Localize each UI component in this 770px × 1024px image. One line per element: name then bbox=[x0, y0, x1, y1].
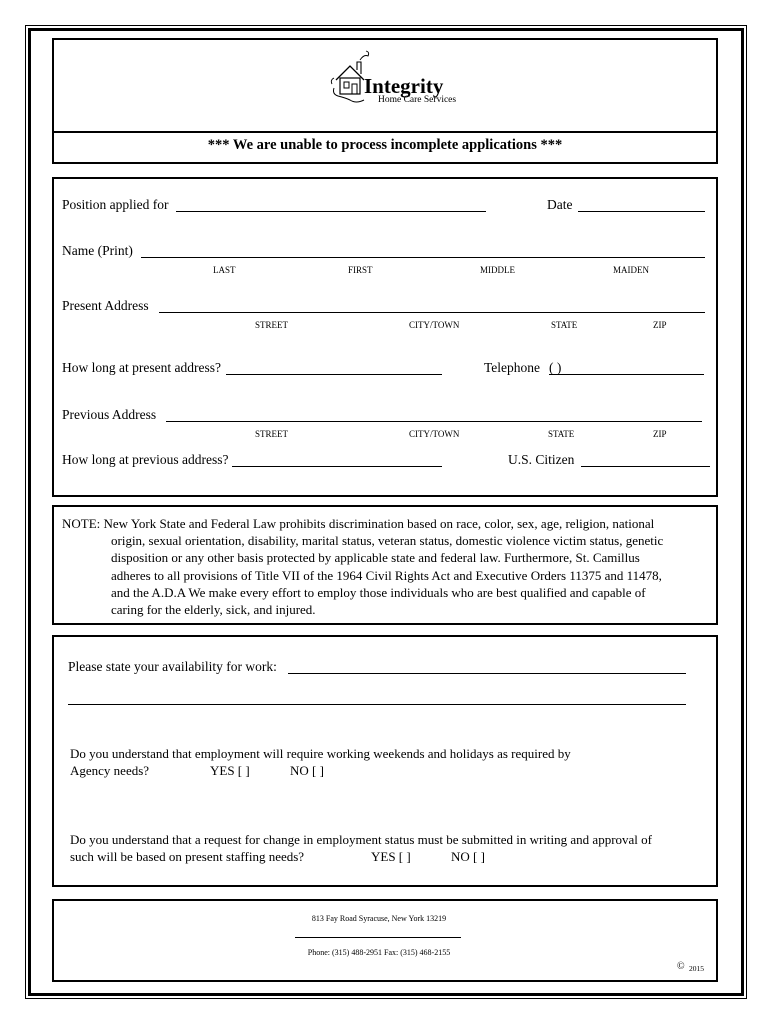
name-part-last: LAST bbox=[213, 265, 236, 275]
how-long-previous-label: How long at previous address? bbox=[62, 452, 229, 467]
how-long-present-label: How long at present address? bbox=[62, 360, 221, 375]
telephone-field[interactable] bbox=[549, 374, 704, 375]
present-zip: ZIP bbox=[653, 320, 667, 330]
how-long-previous-field[interactable] bbox=[232, 466, 442, 467]
previous-street: STREET bbox=[255, 429, 288, 439]
previous-address-field[interactable] bbox=[166, 421, 702, 422]
status-yes-checkbox[interactable]: YES [ ] bbox=[371, 849, 411, 864]
name-field[interactable] bbox=[141, 257, 705, 258]
present-state: STATE bbox=[551, 320, 578, 330]
logo-name: Integrity bbox=[364, 74, 444, 98]
weekends-yes-checkbox[interactable]: YES [ ] bbox=[210, 763, 250, 778]
footer-divider bbox=[295, 937, 461, 938]
incomplete-warning: *** We are unable to process incomplete applications *** bbox=[207, 137, 563, 153]
name-part-middle: MIDDLE bbox=[480, 265, 515, 275]
name-part-maiden: MAIDEN bbox=[613, 265, 649, 275]
availability-field-2[interactable] bbox=[68, 704, 686, 705]
nondiscrimination-note bbox=[62, 515, 702, 618]
position-label: Position applied for bbox=[62, 197, 169, 212]
present-street: STREET bbox=[255, 320, 288, 330]
footer-phone: Phone: (315) 488-2951 Fax: (315) 468-2155 bbox=[307, 948, 451, 957]
note-line-4: adheres to all provisions of Title VII of the 1964 Civil Rights Act and Executive Orders 11375 and 11478, bbox=[111, 567, 662, 583]
name-part-first: FIRST bbox=[348, 265, 373, 275]
previous-city: CITY/TOWN bbox=[409, 429, 460, 439]
date-field[interactable] bbox=[578, 211, 705, 212]
present-address-label: Present Address bbox=[62, 298, 149, 313]
status-no-checkbox[interactable]: NO [ ] bbox=[451, 849, 485, 864]
note-line-3: disposition or any other basis protected by applicable state and federal law. Furthermore, St. Camillus bbox=[111, 550, 640, 566]
note-line-1: NOTE: New York State and Federal Law prohibits discrimination based on race, color, sex, age, religion, national bbox=[62, 516, 655, 531]
telephone-label: Telephone bbox=[484, 360, 541, 375]
previous-address-label: Previous Address bbox=[62, 407, 157, 422]
footer-box bbox=[52, 899, 718, 982]
note-line-2: origin, sexual orientation, disability, marital status, veteran status, domestic violence victim status, genetic bbox=[111, 533, 664, 549]
how-long-present-field[interactable] bbox=[226, 374, 442, 375]
citizen-field[interactable] bbox=[581, 466, 710, 467]
weekends-question-cont: Agency needs? bbox=[70, 763, 150, 778]
telephone-area-code[interactable]: ( ) bbox=[549, 360, 562, 375]
status-change-question: Do you understand that a request for change in employment status must be submitted in writing and approval of bbox=[70, 832, 652, 847]
status-change-question-cont: such will be based on present staffing needs? bbox=[70, 849, 305, 864]
previous-zip: ZIP bbox=[653, 429, 667, 439]
present-city: CITY/TOWN bbox=[409, 320, 460, 330]
copyright-icon: © bbox=[677, 961, 685, 972]
applicant-info-box bbox=[52, 177, 718, 497]
header-divider bbox=[52, 131, 716, 133]
availability-field-1[interactable] bbox=[288, 673, 686, 674]
citizen-label: U.S. Citizen bbox=[508, 452, 575, 467]
note-line-6: caring for the elderly, sick, and injured. bbox=[111, 602, 316, 618]
copyright-year: 2015 bbox=[689, 964, 704, 973]
previous-state: STATE bbox=[548, 429, 575, 439]
availability-label: Please state your availability for work: bbox=[68, 659, 277, 674]
note-line-5: and the A.D.A We make every effort to employ those individuals who are best qualified and capable of bbox=[111, 584, 646, 600]
present-address-field[interactable] bbox=[159, 312, 705, 313]
weekends-question: Do you understand that employment will require working weekends and holidays as required by bbox=[70, 746, 571, 761]
name-label: Name (Print) bbox=[62, 243, 133, 258]
footer-address: 813 Fay Road Syracuse, New York 13219 bbox=[311, 914, 447, 923]
weekends-no-checkbox[interactable]: NO [ ] bbox=[290, 763, 324, 778]
date-label: Date bbox=[547, 197, 573, 212]
logo-subtitle: Home Care Services bbox=[378, 95, 457, 105]
position-field[interactable] bbox=[176, 211, 486, 212]
